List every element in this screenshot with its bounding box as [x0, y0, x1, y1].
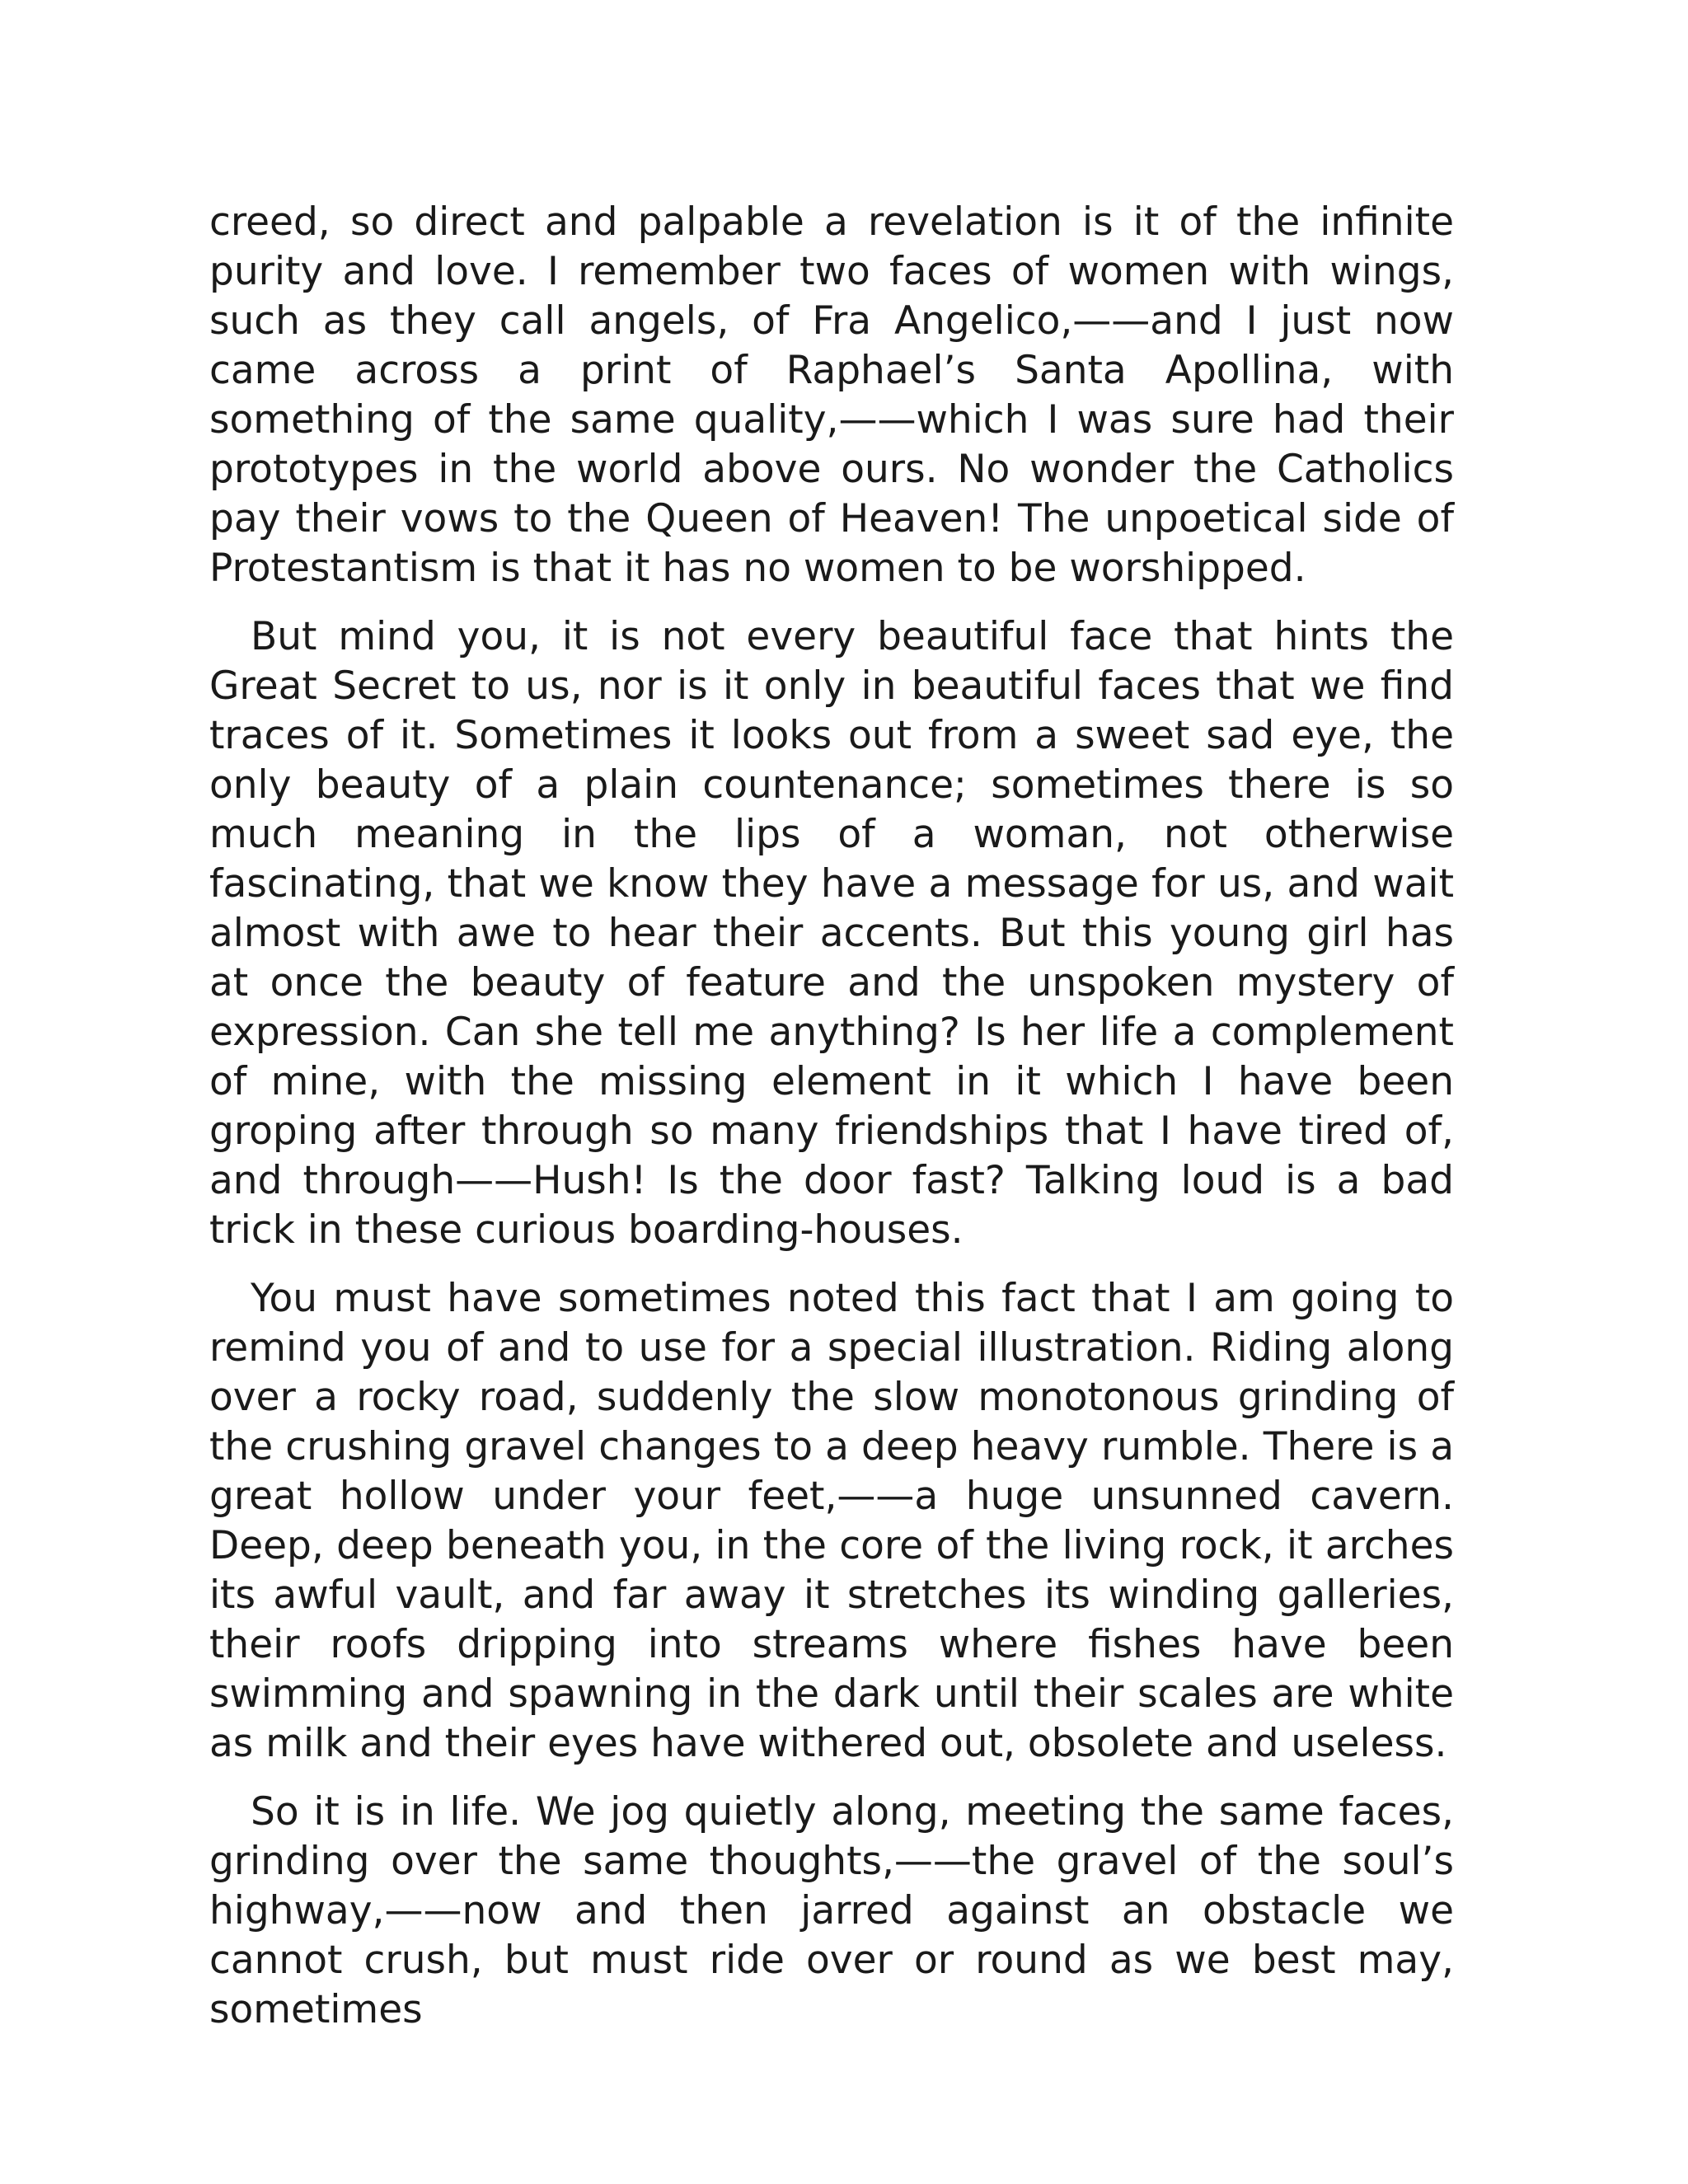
paragraph-4: So it is in life. We jog quietly along, meeting the same faces, grinding over the same thoughts,——the gravel of the soul’s highway,——now and then jarred against an obstacle we cannot crush, but must ride over or round as we best may, sometimes — [209, 1789, 1454, 2032]
paragraph-1: creed, so direct and palpable a revelation is it of the infinite purity and love. I remember two faces of women with wings, such as they call angels, of Fra Angelico,——and I just now came across a print of Raphael’s Santa Apollina, with something of the same quality,——which I was sure had their prototypes in the world above ours. No wonder the Catholics pay their vows to the Queen of Heaven! The unpoetical side of Protestantism is that it has no women to be worshipped. — [209, 199, 1454, 591]
paragraph-3: You must have sometimes noted this fact that I am going to remind you of and to use for a special illustration. Riding along over a rocky road, suddenly the slow monotonous grinding of the crushing gravel changes to a deep heavy rumble. There is a great hollow under your feet,——a huge unsunned cavern. Deep, deep beneath you, in the core of the living rock, it arches its awful vault, and far away it stretches its winding galleries, their roofs dripping into streams where fishes have been swimming and spawning in the dark until their scales are white as milk and their eyes have withered out, obsolete and useless. — [209, 1276, 1454, 1766]
page-body — [209, 198, 1454, 2054]
paragraph-2: But mind you, it is not every beautiful face that hints the Great Secret to us, nor is it only in beautiful faces that we find traces of it. Sometimes it looks out from a sweet sad eye, the only beauty of a plain countenance; sometimes there is so much meaning in the lips of a woman, not otherwise fascinating, that we know they have a message for us, and wait almost with awe to hear their accents. But this young girl has at once the beauty of feature and the unspoken mystery of expression. Can she tell me anything? Is her life a complement of mine, with the missing element in it which I have been groping after through so many friendships that I have tired of, and through——Hush! Is the door fast? Talking loud is a bad trick in these curious boarding-houses. — [209, 614, 1454, 1253]
